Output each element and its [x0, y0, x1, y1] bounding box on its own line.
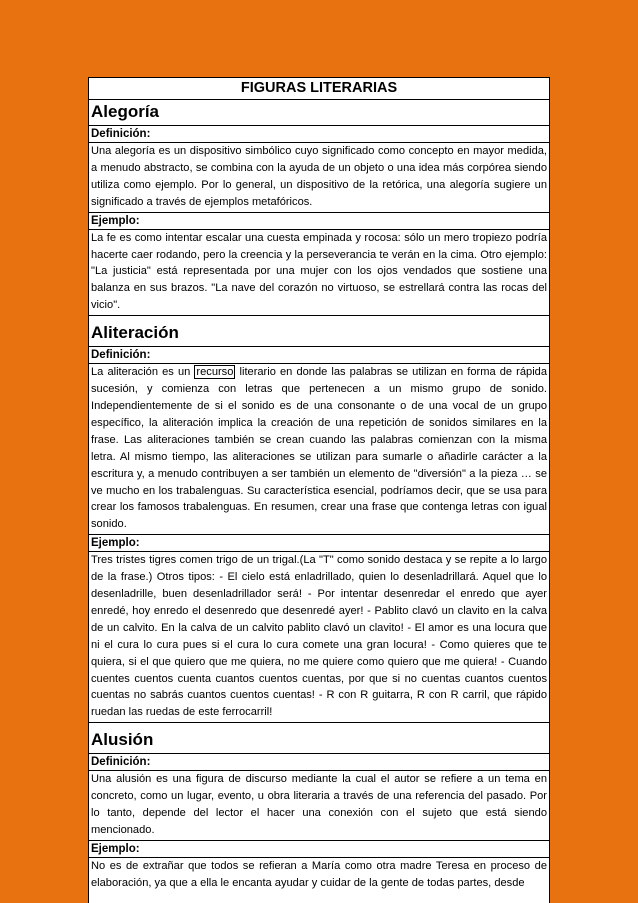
definition-text-alusion: Una alusión es una figura de discurso mediante la cual el autor se refiere a un tema en concreto, como un lugar, evento, u obra literaria a través de una referencia del pasado. Por lo tanto, depende del lector el hacer una conexión con el sujeto que está siendo mencionado. — [89, 771, 549, 841]
document-sheet — [88, 77, 550, 903]
example-text-aliteracion: Tres tristes tigres comen trigo de un trigal.(La "T" como sonido destaca y se repite a lo largo de la frase.) Otros tipos: - El cielo está enladrillado, quien lo desenladrillará. Aquel que lo desenladrille, buen desenladrillador será! - Por intentar desenredar el enredo que ayer enredé, hoy enredo el desenredo que desenredé ayer! - Pablito clavó un clavito en la calva de un calvito. En la calva de un calvito pablito clavó un clavito! - El amor es una locura que ni el cura lo cura pues si el cura lo cura comete una gran locura! - Como quieres que te quiera, si el que quiero que me quiera, no me quiere como quiero que me quiera! - Cuando cuentes cuentos cuenta cuantos cuentos cuentas, por que si no cuentas cuantos cuentos cuentas no sabrás cuantos cuentos cuentas! - R con R guitarra, R con R carril, que rápido ruedan las ruedas de este ferrocarril! — [89, 552, 549, 723]
definition-label: Definición: — [89, 347, 549, 364]
figure-heading-aliteracion: Aliteración — [89, 316, 549, 347]
figure-heading-alegoria: Alegoría — [89, 100, 549, 126]
example-text-alegoria: La fe es como intentar escalar una cuesta empinada y rocosa: sólo un mero tropiezo podría hacerte caer rodando, pero la creencia y la perseverancia te verán en la cima. Otro ejemplo: "La justicia" está representada por una mujer con los ojos vendados que sostiene una balanza en sus brazos. "La nave del corazón no virtuoso, se estrellará contra las rocas del vicio". — [89, 230, 549, 317]
definition-text-aliteracion — [89, 364, 549, 535]
definition-label: Definición: — [89, 754, 549, 771]
definition-text-part: La aliteración es un — [91, 366, 195, 379]
definition-text-alegoria: Una alegoría es un dispositivo simbólico cuyo significado como concepto en mayor medida, a menudo abstracto, se combina con la ayuda de un objeto o una idea más corpórea siendo utiliza como ejemplo. Por lo general, un dispositivo de la retórica, una alegoría sugiere un significado a través de ejemplos metafóricos. — [89, 143, 549, 213]
boxed-word-recurso: recurso — [196, 366, 234, 379]
example-label: Ejemplo: — [89, 213, 549, 230]
document-title: FIGURAS LITERARIAS — [89, 78, 549, 100]
definition-text-part: literario en donde las palabras se utilizan en forma de rápida sucesión, y comienza con letras que pertenecen a un mismo grupo de sonido. Independientemente de si el sonido es de una consonante o de una vocal de un grupo específico, la aliteración implica la creación de una repetición de sonidos similares en la frase. Las aliteraciones también se crean cuando las palabras comienzan con la misma letra. Al mismo tiempo, las aliteraciones se utilizan para sumarle o añadirle carácter a la escritura y, a menudo contribuyen a ser también un elemento de "diversión" a la pieza … se ve mucho en los trabalenguas. Su característica esencial, podríamos decir, que se usa para crear los famosos trabalenguas. En resumen, crear una frase que contenga letras con igual sonido. — [91, 366, 548, 531]
example-label: Ejemplo: — [89, 841, 549, 858]
example-text-alusion: No es de extrañar que todos se refieran a María como otra madre Teresa en proceso de elaboración, ya que a ella le encanta ayudar y cuidar de la gente de todas partes, desde — [91, 859, 547, 889]
example-label: Ejemplo: — [89, 535, 549, 552]
figure-heading-alusion: Alusión — [89, 723, 549, 754]
definition-label: Definición: — [89, 126, 549, 143]
